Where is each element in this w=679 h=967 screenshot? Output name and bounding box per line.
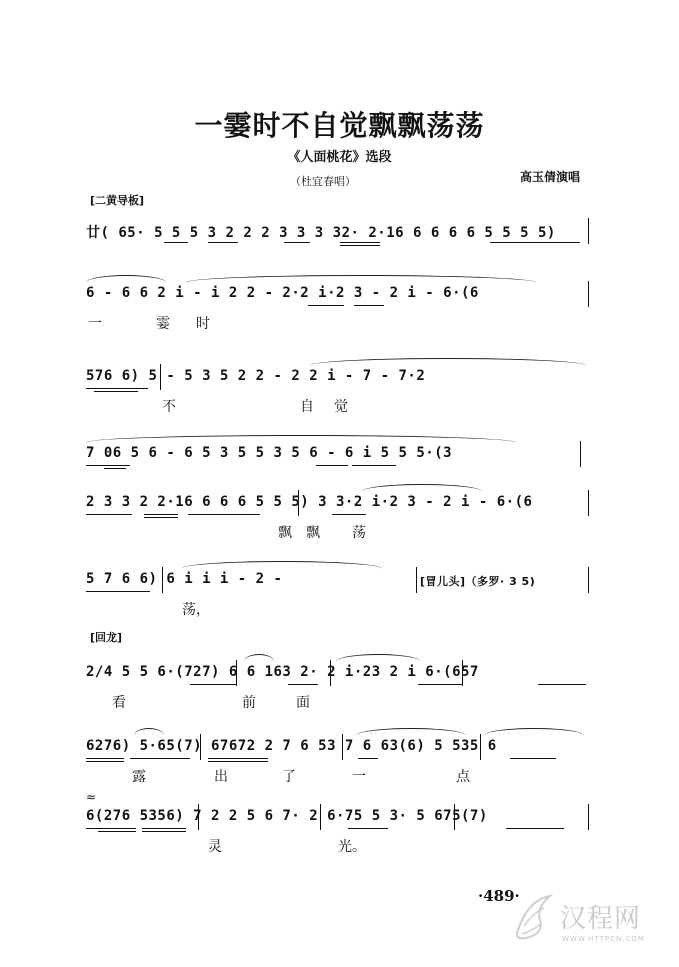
bar-line — [588, 218, 589, 244]
lyric: 荡， — [182, 602, 210, 618]
page-number: ·489· — [478, 887, 520, 905]
breath-mark: ≈ — [86, 790, 97, 804]
notation-system-2 — [86, 285, 592, 335]
lyric: 荡 — [352, 525, 366, 541]
notation-system-7 — [86, 664, 592, 714]
bar-line — [588, 804, 589, 830]
notation-system-9 — [86, 808, 592, 858]
song-title: 一霎时不自觉飘飘荡荡 — [194, 109, 485, 142]
notation-line: 7 06 5 6 - 6 5 3 5 5 3 5 6 - 6 i 5 5 5·(3 — [86, 445, 453, 461]
notation-line: 2/4 5 5 6·(727) 6 6 163 2· 2 i·23 2 i 6·(657 — [86, 664, 479, 680]
lyric: 飘 — [306, 525, 320, 541]
lyric: 光。 — [338, 839, 366, 855]
notation-line: 2 3 3 2 2·16 6 6 6 5 5 5) 3 3·2 i·2 3 - 2 i - 6·(6 — [86, 494, 533, 510]
lyric: 霎 — [156, 316, 170, 332]
notation-line: 6 - 6 6 2 i - i 2 2 - 2·2 i·2 3 - 2 i - 6·(6 — [86, 285, 479, 301]
notation-system-8 — [86, 738, 592, 788]
gong-drum-cue: [冒儿头]（多罗· 3 5) — [420, 575, 536, 588]
lyric: 一 — [352, 769, 366, 785]
opera-excerpt: 《人面桃花》选段 — [287, 150, 392, 165]
lyric: 一 — [88, 316, 102, 332]
watermark-logo — [510, 890, 556, 942]
bar-line — [588, 281, 589, 307]
watermark-text: 汉程网 — [560, 904, 642, 934]
lyric: 飘 — [278, 525, 292, 541]
notation-system-6 — [86, 571, 592, 621]
notation-line: 6(276 5356) 7 2 2 5 6 7· 2 6·75 5 3· 5 675(7) — [86, 808, 488, 824]
lyric: 出 — [214, 769, 228, 785]
watermark-url: WWW.HTTPCN.COM — [562, 935, 645, 943]
bar-line — [588, 490, 589, 516]
bar-line — [416, 567, 417, 593]
lyric: 点 — [456, 769, 470, 785]
bar-line — [588, 567, 589, 593]
notation-line: 廿( 65· 5 5 5 3 2 2 2 3 3 3 32· 2·16 6 6 6 6 5 5 5 5) — [86, 225, 556, 241]
section-label-huilong: [回龙] — [90, 631, 123, 644]
lyric: 看 — [112, 695, 126, 711]
notation-system-5 — [86, 494, 592, 544]
lyric: 灵 — [208, 839, 222, 855]
section-label-erhuang: [二黄导板] — [90, 194, 145, 207]
slur — [484, 728, 584, 743]
notation-system-3 — [86, 368, 592, 418]
performer-credit: 高玉倩演唱 — [520, 170, 581, 184]
role-note: （杜宜春唱） — [290, 175, 356, 188]
lyric: 自 — [300, 399, 314, 415]
lyric: 了 — [282, 769, 296, 785]
lyric: 面 — [296, 695, 310, 711]
notation-system-4 — [86, 445, 592, 495]
lyric: 时 — [196, 316, 210, 332]
notation-line: 5 7 6 6) 6 i i i - 2 - — [86, 571, 283, 587]
notation-system-1 — [86, 222, 592, 272]
lyric: 前 — [242, 695, 256, 711]
lyric: 不 — [162, 399, 176, 415]
notation-line: 576 6) 5 - 5 3 5 2 2 - 2 2 i - 7 - 7·2 — [86, 368, 426, 384]
notation-line: 6276) 5·65(7) 67672 2 7 6 53 7 6 63(6) 5 535 6 — [86, 738, 497, 754]
lyric: 露 — [132, 769, 146, 785]
lyric: 觉 — [334, 399, 348, 415]
bar-line — [580, 441, 581, 467]
